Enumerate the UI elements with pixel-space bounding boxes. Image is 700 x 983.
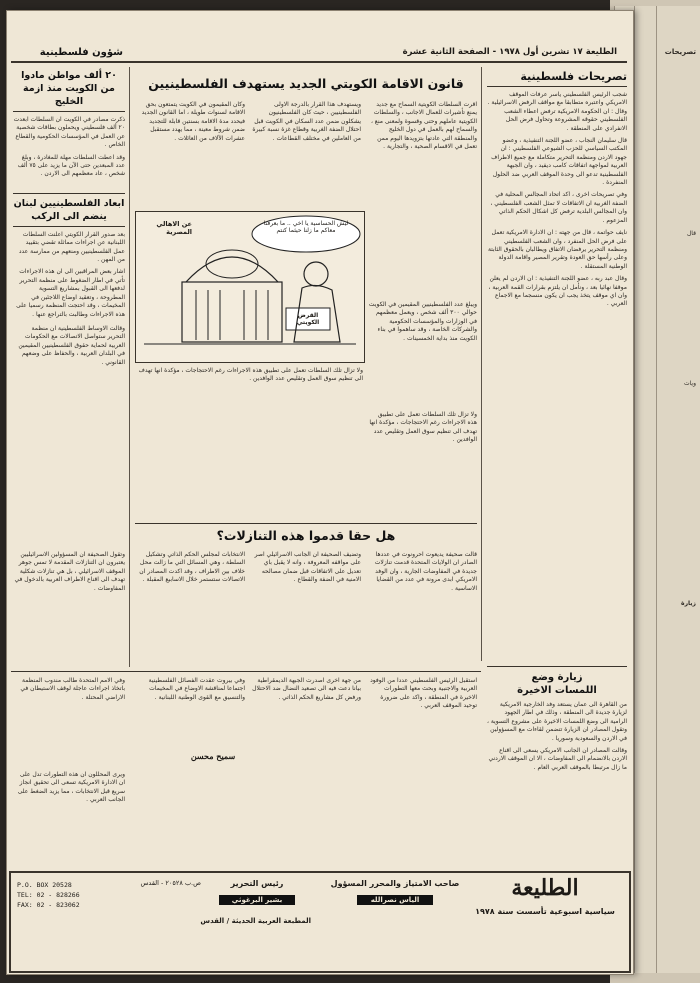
- conference-para: وتضيف الصحيفة ان الجانب الاسرائيلي اصر على مواقفه المعروفة ، وانه لا يقبل باي تعديل على الاتفاقات قبل ضمان مصالحه الامنية في الضفة والقطاع .: [254, 551, 361, 584]
- right-column-para: وفي تصريحات اخرى ، اكد اتحاد المجالس المحلية في الضفة الغربية ان الاتفاقات لا تمثل الشعب الفلسطيني ، وان المجالس البلدية ترفض كل اشكال الحكم الذاتي المزعوم .: [490, 191, 627, 224]
- conference-para: قالت صحيفة يديعوت احرونوت في عددها الصادر ان الولايات المتحدة قدمت تنازلات جديدة في المفاوضات الجارية ، وان الوفد الامريكي ابدى مرونة في عدد من القضايا الاساسية .: [374, 551, 477, 592]
- conference-para: ويرى المحللون ان هذه التطورات تدل على ان الادارة الامريكية تسعى الى تحقيق انجاز سريع قبل الانتخابات ، مما يزيد الضغط على الجانب العربي .: [17, 771, 125, 804]
- cartoon-sign: القرض الكويتي: [296, 312, 320, 326]
- conference-headline: هل حقا قدموا هذه التنازلات؟: [216, 528, 396, 543]
- left-story1-para: وقد اعطت السلطات مهلة للمغادرة ، وبلغ عدد المبعدين حتى الآن ما يزيد على ٧٥ ألف شخص ، عاد معظمهم الى الاردن .: [17, 153, 125, 178]
- section-title: شؤون فلسطينية: [39, 47, 123, 58]
- edge-snippet: تصريحات: [664, 48, 696, 56]
- cartoon-speech: ليش الحساسية يا اخي .. ما بعرفنا معاكم ما زلنا حيثما كنتم: [263, 220, 349, 234]
- visit-subtitle: اللمسات الاخيرة: [517, 685, 597, 696]
- cartoon: [135, 211, 365, 363]
- editor-label: رئيس التحرير: [230, 879, 284, 888]
- lower-para: من جهة اخرى اصدرت الجبهة الديمقراطية بيانا دعت فيه الى تصعيد النضال ضد الاحتلال ورفض كل مشاريع الحكم الذاتي .: [252, 677, 361, 701]
- left-story2-title: ابعاد الفلسطينيين لبنان ينضم الى الركب: [13, 193, 125, 227]
- edge-snippet: قال: [686, 230, 696, 237]
- lower-para: وفي الامم المتحدة طالب مندوب المنظمة باتخاذ اجراءات عاجلة لوقف الاستيطان في الاراضي المحتلة .: [20, 677, 125, 701]
- footer-logo: الطليعة: [511, 875, 579, 901]
- visit-para: وقالت المصادر ان الجانب الامريكي يسعى الى اقناع الاردن بالانضمام الى المفاوضات ، الا ان الموقف الاردني ما زال مرتبطا بالموقف العربي العام .: [488, 747, 627, 771]
- left-story1-title: ٢٠ ألف مواطن مادوا من الكويت منذ ازمة الخليج: [13, 69, 125, 112]
- kuwait-para: وكان المقيمون في الكويت يتمتعون بحق الاقامة لسنوات طويلة ، اما القانون الجديد فيحدد مدة الاقامة بسنتين قابلة للتجديد ضمن شروط معينة ، مما يهدد مستقبل عشرات الآلاف من العائلات .: [141, 101, 245, 142]
- visit-title: زيارة وضع: [531, 672, 583, 683]
- lower-para: استقبل الرئيس الفلسطيني عددا من الوفود العربية والاجنبية وبحث معها التطورات الاخيرة في المنطقة ، واكد على ضرورة توحيد الموقف العربي .: [370, 677, 477, 710]
- right-column-para: نايف حواتمة ، قال من جهته : ان الادارة الامريكية تعمل على فرض الحل المنفرد ، وان الشعب الفلسطيني ومنظمة التحرير يرفضان الاتفاق ويطالبان بالحقوق الثابتة وعلى رأسها حق العودة وتقرير المصير واقامة الدولة الوطنية المستقلة .: [487, 229, 627, 270]
- footer-address: ص.ب ٢٠٥٢٨ - القدس: [140, 879, 201, 887]
- conference-para: وتقول الصحيفة ان المسؤولين الاسرائيليين يعتبرون ان التنازلات المقدمة لا تمس جوهر الموقف الاسرائيلي ، بل هي تنازلات شكلية تهدف الى اقناع الاطراف العربية بالدخول في المفاوضات .: [14, 551, 125, 592]
- lower-para: وفي بيروت عقدت الفصائل الفلسطينية اجتماعا لمناقشة الاوضاع في المخيمات والتنسيق مع القوى الوطنية اللبنانية .: [148, 677, 245, 701]
- footer-tagline: سياسية اسبوعية تأسست سنة ١٩٧٨: [475, 907, 615, 916]
- cartoon-caption: عن الاهالي المصرية: [156, 220, 192, 236]
- left-story2-para: اشار بعض المراقبين الى ان هذه الاجراءات تأتي في اطار الضغوط على منظمة التحرير لدفعها الى القبول بمشاريع التسوية المطروحة ، وتعقيد اوضاع اللاجئين في المخيمات ، وقد احتجت المنظمة رسميا على هذه الاجراءات وطالبت بالتراجع عنها .: [16, 268, 125, 318]
- kuwait-headline: قانون الاقامة الكويتي الجديد يستهدف الفلسطينيين: [148, 76, 464, 91]
- right-column-title: تصريحات فلسطينية: [487, 69, 627, 87]
- kuwait-para: اقرت السلطات الكويتية السماح مع جديد يمنع تأشيرات للعمال الاجانب ، والسلطات الكويتية عاملهم وحتى وقسوة ولمعنى منع ، والسماح لهم بالعمل في دول الخليج والمنطقة التي عادتها بتزويدها اليوم ممن تعمل في الاقسام الصحية ، والتجارية .: [370, 101, 477, 151]
- footer-fax: FAX: 02 - 823062: [17, 901, 80, 909]
- edge-snippet: زيارة: [681, 600, 696, 607]
- left-column: [13, 69, 125, 367]
- lower-author: سميح محسن: [190, 751, 236, 761]
- visit-article: [487, 671, 627, 772]
- owner-name: الياس نصرالله: [357, 895, 433, 905]
- footer-pobox: P.O. BOX 20528: [17, 881, 72, 889]
- owner-label: صاحب الامتياز والمحرر المسؤول: [330, 879, 460, 888]
- left-story2-para: بعد صدور القرار الكويتي اعلنت السلطات اللبنانية عن اجراءات مماثلة تقضي بتقييد عمل الفلسطينيين ومنعهم من ممارسة عدد من المهن .: [18, 230, 125, 264]
- footer-tel: TEL: 02 - 828266: [17, 891, 80, 899]
- editor-name: بشير البرغوثي: [219, 895, 295, 905]
- visit-para: من القاهرة الى عمان يستعد وفد الخارجية الامريكية لزيارة جديدة الى المنطقة ، وذلك في اطار الجهود الرامية الى وضع اللمسات الاخيرة على مشروع التسوية ، وتقول المصادر ان الزيارة تتضمن لقاءات مع المسؤولين في الاردن والسعودية وسوريا .: [487, 701, 627, 742]
- kuwait-para: ولا تزال تلك السلطات تعمل على تطبيق هذه الاجراءات رغم الاحتجاجات ، مؤكدة انها تهدف الى تنظيم سوق العمل وتقليص عدد الوافدين .: [138, 367, 363, 383]
- newspaper-page: [6, 10, 634, 975]
- edge-snippet: ويات: [683, 380, 696, 387]
- kuwait-para: ويبلغ عدد الفلسطينيين المقيمين في الكويت حوالي ٣٠٠ ألف شخص ، ويعمل معظمهم في الوزارات والمؤسسات الحكومية والشركات الخاصة ، وقد ساهموا في بناء الكويت منذ بداية الخمسينات .: [368, 301, 477, 342]
- right-column-para: وقال عبد ربه ، عضو اللجنة التنفيذية : ان الاردن لم يعلن موقفا نهائيا بعد ، ونأمل ان يلتزم بقرارات القمة العربية ، وان اي موقف يتخذ يجب ان يكون منسجما مع الاجماع العربي .: [488, 275, 627, 308]
- right-column: [487, 69, 627, 649]
- kuwait-para: ولا تزال تلك السلطات تعمل على تطبيق هذه الاجراءات رغم الاحتجاجات ، مؤكدة انها تهدف الى تنظيم سوق العمل وتقليص عدد الوافدين .: [369, 411, 477, 444]
- kuwait-para: ويستهدف هذا القرار بالدرجة الاولى الفلسطينيين ، حيث كان الفلسطينيون يشكلون ضمن عدد السكان في الكويت قبل احتلال الضفة الغربية وقطاع غزة نسبة كبيرة من العاملين في مختلف القطاعات .: [252, 101, 361, 142]
- left-story1-para: ذكرت مصادر في الكويت ان السلطات ابعدت ٢٠ ألف فلسطيني ويحملون بطاقات شخصية عن العمل في المؤسسات الحكومية والقطاع الخاص .: [13, 116, 125, 149]
- right-column-para: قال سليمان النجاب ، عضو اللجنة التنفيذية ، وعضو المكتب السياسي للحزب الشيوعي الفلسطيني : ان جهود الاردن ومنظمة التحرير متكاملة مع جميع الاطراف العربية لمواجهة اتفاقات كامب ديفيد ، وان الجبهة الفلسطينية تدعو الى وحدة الموقف العربي ضد الحلول المنفردة .: [491, 137, 627, 187]
- footer-press: المطبعة العربية الحديثة / القدس: [200, 917, 311, 925]
- left-story3-para: وقالت الاوساط الفلسطينية ان منظمة التحرير ستواصل الاتصالات مع الحكومات العربية لحماية حقوق الفلسطينيين المقيمين في البلدان العربية ، والحفاظ على وضعهم القانوني .: [18, 324, 125, 366]
- dateline: الطليعة ١٧ تشرين أول ١٩٧٨ - الصفحة الثانية عشرة: [402, 47, 617, 57]
- right-column-para: شجب الرئيس الفلسطيني ياسر عرفات الموقف الامريكي واعتبره متطابقا مع مواقف الرفض الاسرائيلية . وقال : ان الحكومة الامريكية ترفض اعطاء الشعب الفلسطيني حقوقه المشروعة وتحاول فرض الحل الانفرادي على المنطقة .: [487, 91, 627, 132]
- conference-para: الانتخابات لمجلس الحكم الذاتي وتشكيل السلطة ، وهي المسائل التي ما زالت محل خلاف بين الاطراف ، وقد اكدت المصادر ان الاتصالات ستستمر خلال الاسابيع المقبلة .: [139, 551, 245, 584]
